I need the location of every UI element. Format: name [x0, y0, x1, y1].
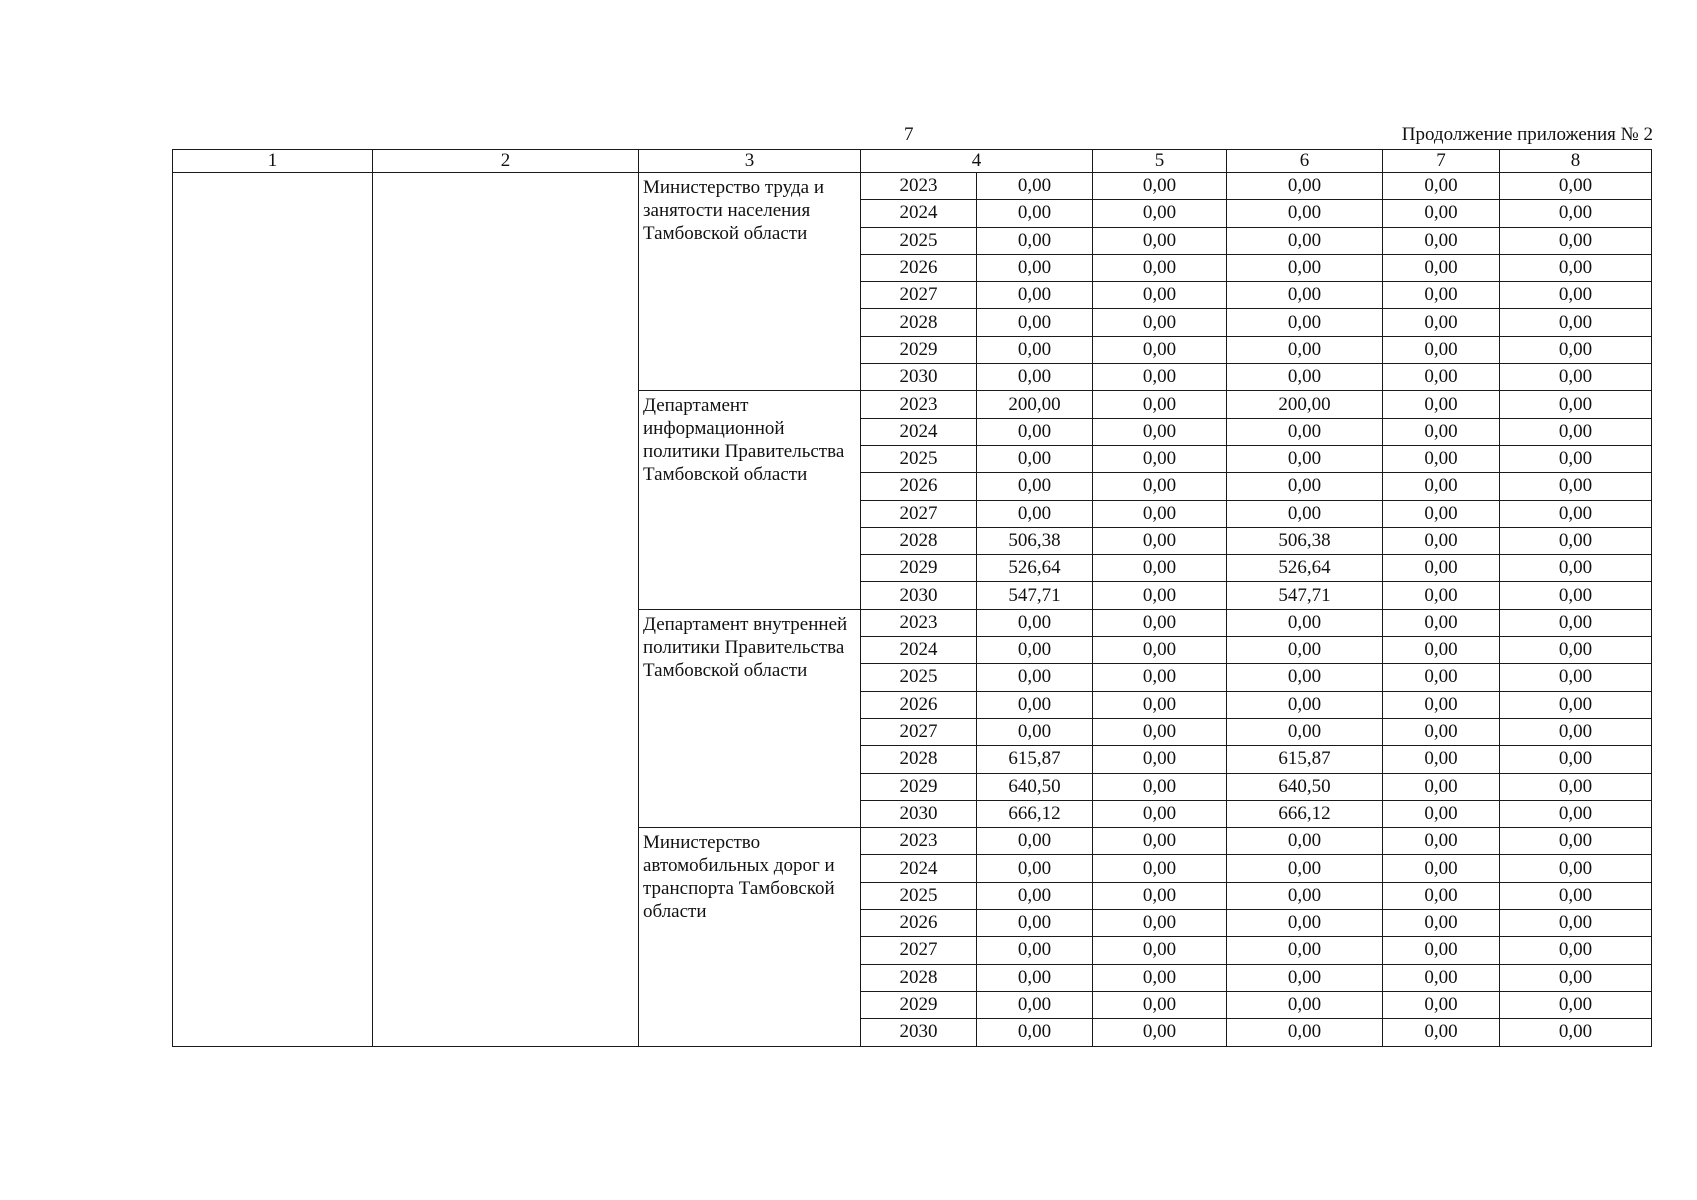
- amount-cell: 0,00: [1383, 609, 1500, 636]
- amount-cell: 0,00: [1383, 882, 1500, 909]
- amount-cell: 0,00: [1383, 282, 1500, 309]
- amount-cell: 0,00: [1500, 309, 1652, 336]
- year-cell: 2029: [861, 773, 977, 800]
- amount-cell: 506,38: [977, 527, 1093, 554]
- amount-cell: 0,00: [1383, 773, 1500, 800]
- header-col-4: 4: [861, 150, 1093, 173]
- amount-cell: 0,00: [1093, 800, 1227, 827]
- amount-cell: 0,00: [1093, 609, 1227, 636]
- amount-cell: 0,00: [1093, 937, 1227, 964]
- amount-cell: 0,00: [977, 664, 1093, 691]
- amount-cell: 0,00: [1227, 309, 1383, 336]
- amount-cell: 0,00: [977, 1019, 1093, 1046]
- appendix-continuation-label: Продолжение приложения № 2: [1401, 124, 1653, 145]
- amount-cell: 0,00: [1500, 227, 1652, 254]
- year-cell: 2028: [861, 964, 977, 991]
- department-name: Департамент внутренней политики Правительства Тамбовской области: [639, 609, 861, 827]
- amount-cell: 0,00: [1093, 691, 1227, 718]
- amount-cell: 0,00: [1093, 991, 1227, 1018]
- amount-cell: 0,00: [977, 227, 1093, 254]
- year-cell: 2028: [861, 527, 977, 554]
- amount-cell: 0,00: [1093, 828, 1227, 855]
- amount-cell: 0,00: [1093, 1019, 1227, 1046]
- year-cell: 2030: [861, 1019, 977, 1046]
- year-cell: 2024: [861, 855, 977, 882]
- amount-cell: 0,00: [1227, 173, 1383, 200]
- amount-cell: 0,00: [1093, 445, 1227, 472]
- amount-cell: 615,87: [977, 746, 1093, 773]
- amount-cell: 0,00: [977, 882, 1093, 909]
- amount-cell: 0,00: [1227, 282, 1383, 309]
- amount-cell: 0,00: [1383, 309, 1500, 336]
- year-cell: 2027: [861, 937, 977, 964]
- amount-cell: 0,00: [1383, 691, 1500, 718]
- amount-cell: 0,00: [1500, 609, 1652, 636]
- amount-cell: 200,00: [1227, 391, 1383, 418]
- amount-cell: 0,00: [1093, 855, 1227, 882]
- amount-cell: 0,00: [1227, 418, 1383, 445]
- amount-cell: 0,00: [977, 910, 1093, 937]
- amount-cell: 0,00: [1093, 309, 1227, 336]
- amount-cell: 0,00: [1500, 1019, 1652, 1046]
- year-cell: 2029: [861, 991, 977, 1018]
- amount-cell: 0,00: [1500, 282, 1652, 309]
- amount-cell: 0,00: [1093, 173, 1227, 200]
- amount-cell: 0,00: [1227, 500, 1383, 527]
- year-cell: 2026: [861, 254, 977, 281]
- column-2-cell: [373, 173, 639, 1047]
- amount-cell: 0,00: [1500, 500, 1652, 527]
- amount-cell: 0,00: [1383, 527, 1500, 554]
- amount-cell: 0,00: [1500, 664, 1652, 691]
- amount-cell: 0,00: [1093, 664, 1227, 691]
- year-cell: 2025: [861, 445, 977, 472]
- amount-cell: 0,00: [1500, 391, 1652, 418]
- header-col-3: 3: [639, 150, 861, 173]
- amount-cell: 640,50: [977, 773, 1093, 800]
- year-cell: 2026: [861, 691, 977, 718]
- amount-cell: 0,00: [977, 200, 1093, 227]
- amount-cell: 0,00: [1093, 882, 1227, 909]
- amount-cell: 0,00: [1383, 473, 1500, 500]
- column-1-cell: [173, 173, 373, 1047]
- amount-cell: 0,00: [1093, 964, 1227, 991]
- header-col-8: 8: [1500, 150, 1652, 173]
- amount-cell: 0,00: [977, 418, 1093, 445]
- amount-cell: 0,00: [1227, 910, 1383, 937]
- amount-cell: 0,00: [1500, 637, 1652, 664]
- amount-cell: 0,00: [1500, 773, 1652, 800]
- amount-cell: 0,00: [1500, 555, 1652, 582]
- amount-cell: 0,00: [1227, 200, 1383, 227]
- amount-cell: 0,00: [1383, 227, 1500, 254]
- amount-cell: 0,00: [1500, 828, 1652, 855]
- amount-cell: 0,00: [1093, 418, 1227, 445]
- amount-cell: 0,00: [1500, 746, 1652, 773]
- amount-cell: 0,00: [1227, 882, 1383, 909]
- amount-cell: 0,00: [1227, 445, 1383, 472]
- amount-cell: 0,00: [1383, 555, 1500, 582]
- year-cell: 2023: [861, 173, 977, 200]
- amount-cell: 0,00: [1500, 691, 1652, 718]
- amount-cell: 0,00: [977, 173, 1093, 200]
- amount-cell: 0,00: [977, 309, 1093, 336]
- year-cell: 2024: [861, 418, 977, 445]
- amount-cell: 0,00: [1383, 991, 1500, 1018]
- amount-cell: 0,00: [1227, 691, 1383, 718]
- year-cell: 2025: [861, 664, 977, 691]
- amount-cell: 0,00: [1383, 582, 1500, 609]
- amount-cell: 0,00: [977, 855, 1093, 882]
- year-cell: 2024: [861, 637, 977, 664]
- amount-cell: 0,00: [977, 445, 1093, 472]
- amount-cell: 0,00: [1383, 800, 1500, 827]
- amount-cell: 0,00: [1227, 254, 1383, 281]
- year-cell: 2023: [861, 391, 977, 418]
- amount-cell: 0,00: [977, 282, 1093, 309]
- amount-cell: 0,00: [1093, 200, 1227, 227]
- amount-cell: 0,00: [1500, 991, 1652, 1018]
- amount-cell: 666,12: [1227, 800, 1383, 827]
- amount-cell: 0,00: [1227, 937, 1383, 964]
- amount-cell: 547,71: [977, 582, 1093, 609]
- amount-cell: 0,00: [1227, 991, 1383, 1018]
- amount-cell: 0,00: [977, 609, 1093, 636]
- header-col-7: 7: [1383, 150, 1500, 173]
- amount-cell: 0,00: [1093, 254, 1227, 281]
- amount-cell: 0,00: [1500, 254, 1652, 281]
- amount-cell: 0,00: [977, 991, 1093, 1018]
- amount-cell: 0,00: [1500, 527, 1652, 554]
- year-cell: 2029: [861, 555, 977, 582]
- year-cell: 2026: [861, 473, 977, 500]
- amount-cell: 0,00: [1500, 173, 1652, 200]
- amount-cell: 200,00: [977, 391, 1093, 418]
- header-row: [173, 150, 1652, 173]
- year-cell: 2023: [861, 828, 977, 855]
- amount-cell: 640,50: [1227, 773, 1383, 800]
- amount-cell: 0,00: [977, 500, 1093, 527]
- amount-cell: 0,00: [1227, 227, 1383, 254]
- year-cell: 2025: [861, 882, 977, 909]
- amount-cell: 506,38: [1227, 527, 1383, 554]
- amount-cell: 0,00: [1383, 828, 1500, 855]
- amount-cell: 0,00: [1383, 173, 1500, 200]
- amount-cell: 666,12: [977, 800, 1093, 827]
- amount-cell: 0,00: [1383, 200, 1500, 227]
- amount-cell: 0,00: [1093, 364, 1227, 391]
- amount-cell: 547,71: [1227, 582, 1383, 609]
- header-col-2: 2: [373, 150, 639, 173]
- amount-cell: 0,00: [1227, 336, 1383, 363]
- year-cell: 2025: [861, 227, 977, 254]
- amount-cell: 0,00: [1500, 445, 1652, 472]
- year-cell: 2027: [861, 282, 977, 309]
- table-row: [173, 173, 1652, 200]
- amount-cell: 0,00: [1093, 391, 1227, 418]
- year-cell: 2028: [861, 309, 977, 336]
- amount-cell: 0,00: [1093, 582, 1227, 609]
- amount-cell: 0,00: [1500, 800, 1652, 827]
- amount-cell: 0,00: [1093, 500, 1227, 527]
- amount-cell: 0,00: [1093, 718, 1227, 745]
- amount-cell: 0,00: [1093, 773, 1227, 800]
- amount-cell: 0,00: [977, 364, 1093, 391]
- year-cell: 2024: [861, 200, 977, 227]
- year-cell: 2027: [861, 718, 977, 745]
- amount-cell: 0,00: [1500, 582, 1652, 609]
- amount-cell: 0,00: [1383, 718, 1500, 745]
- amount-cell: 0,00: [1500, 200, 1652, 227]
- amount-cell: 0,00: [1227, 364, 1383, 391]
- amount-cell: 0,00: [1500, 418, 1652, 445]
- header-col-5: 5: [1093, 150, 1227, 173]
- amount-cell: 0,00: [1227, 964, 1383, 991]
- amount-cell: 0,00: [1093, 637, 1227, 664]
- amount-cell: 0,00: [1500, 364, 1652, 391]
- amount-cell: 0,00: [1227, 637, 1383, 664]
- amount-cell: 0,00: [1383, 364, 1500, 391]
- year-cell: 2030: [861, 582, 977, 609]
- amount-cell: 0,00: [1383, 637, 1500, 664]
- amount-cell: 0,00: [1093, 555, 1227, 582]
- amount-cell: 0,00: [977, 718, 1093, 745]
- amount-cell: 0,00: [1383, 254, 1500, 281]
- amount-cell: 615,87: [1227, 746, 1383, 773]
- amount-cell: 0,00: [1500, 718, 1652, 745]
- amount-cell: 0,00: [1093, 227, 1227, 254]
- amount-cell: 0,00: [1093, 282, 1227, 309]
- department-name: Министерство автомобильных дорог и транспорта Тамбовской области: [639, 828, 861, 1046]
- year-cell: 2026: [861, 910, 977, 937]
- amount-cell: 0,00: [1383, 418, 1500, 445]
- amount-cell: 0,00: [1383, 937, 1500, 964]
- amount-cell: 0,00: [1093, 746, 1227, 773]
- amount-cell: 0,00: [977, 691, 1093, 718]
- amount-cell: 0,00: [977, 336, 1093, 363]
- amount-cell: 0,00: [977, 937, 1093, 964]
- amount-cell: 0,00: [1383, 910, 1500, 937]
- amount-cell: 0,00: [1227, 473, 1383, 500]
- amount-cell: 0,00: [1227, 609, 1383, 636]
- amount-cell: 0,00: [977, 473, 1093, 500]
- amount-cell: 0,00: [1383, 445, 1500, 472]
- amount-cell: 0,00: [1383, 500, 1500, 527]
- amount-cell: 0,00: [1227, 855, 1383, 882]
- amount-cell: 0,00: [977, 828, 1093, 855]
- amount-cell: 0,00: [1383, 964, 1500, 991]
- amount-cell: 0,00: [1227, 664, 1383, 691]
- amount-cell: 0,00: [1500, 473, 1652, 500]
- year-cell: 2027: [861, 500, 977, 527]
- department-name: Министерство труда и занятости населения Тамбовской области: [639, 173, 861, 391]
- amount-cell: 0,00: [977, 254, 1093, 281]
- amount-cell: 0,00: [1093, 473, 1227, 500]
- table-body: [173, 173, 1652, 1047]
- year-cell: 2030: [861, 364, 977, 391]
- amount-cell: 0,00: [1227, 828, 1383, 855]
- amount-cell: 0,00: [1383, 336, 1500, 363]
- year-cell: 2023: [861, 609, 977, 636]
- amount-cell: 0,00: [977, 964, 1093, 991]
- amount-cell: 0,00: [977, 637, 1093, 664]
- financing-table: [172, 149, 1652, 1047]
- page-number: 7: [904, 124, 914, 145]
- year-cell: 2029: [861, 336, 977, 363]
- amount-cell: 0,00: [1227, 1019, 1383, 1046]
- amount-cell: 0,00: [1500, 855, 1652, 882]
- amount-cell: 0,00: [1383, 746, 1500, 773]
- header-col-1: 1: [173, 150, 373, 173]
- amount-cell: 0,00: [1383, 391, 1500, 418]
- amount-cell: 526,64: [1227, 555, 1383, 582]
- amount-cell: 0,00: [1500, 910, 1652, 937]
- department-name: Департамент информационной политики Правительства Тамбовской области: [639, 391, 861, 609]
- amount-cell: 0,00: [1500, 964, 1652, 991]
- amount-cell: 0,00: [1500, 937, 1652, 964]
- year-cell: 2030: [861, 800, 977, 827]
- amount-cell: 0,00: [1383, 664, 1500, 691]
- header-col-6: 6: [1227, 150, 1383, 173]
- amount-cell: 0,00: [1500, 336, 1652, 363]
- amount-cell: 0,00: [1227, 718, 1383, 745]
- amount-cell: 0,00: [1093, 527, 1227, 554]
- amount-cell: 526,64: [977, 555, 1093, 582]
- amount-cell: 0,00: [1500, 882, 1652, 909]
- amount-cell: 0,00: [1093, 910, 1227, 937]
- amount-cell: 0,00: [1383, 855, 1500, 882]
- year-cell: 2028: [861, 746, 977, 773]
- amount-cell: 0,00: [1093, 336, 1227, 363]
- amount-cell: 0,00: [1383, 1019, 1500, 1046]
